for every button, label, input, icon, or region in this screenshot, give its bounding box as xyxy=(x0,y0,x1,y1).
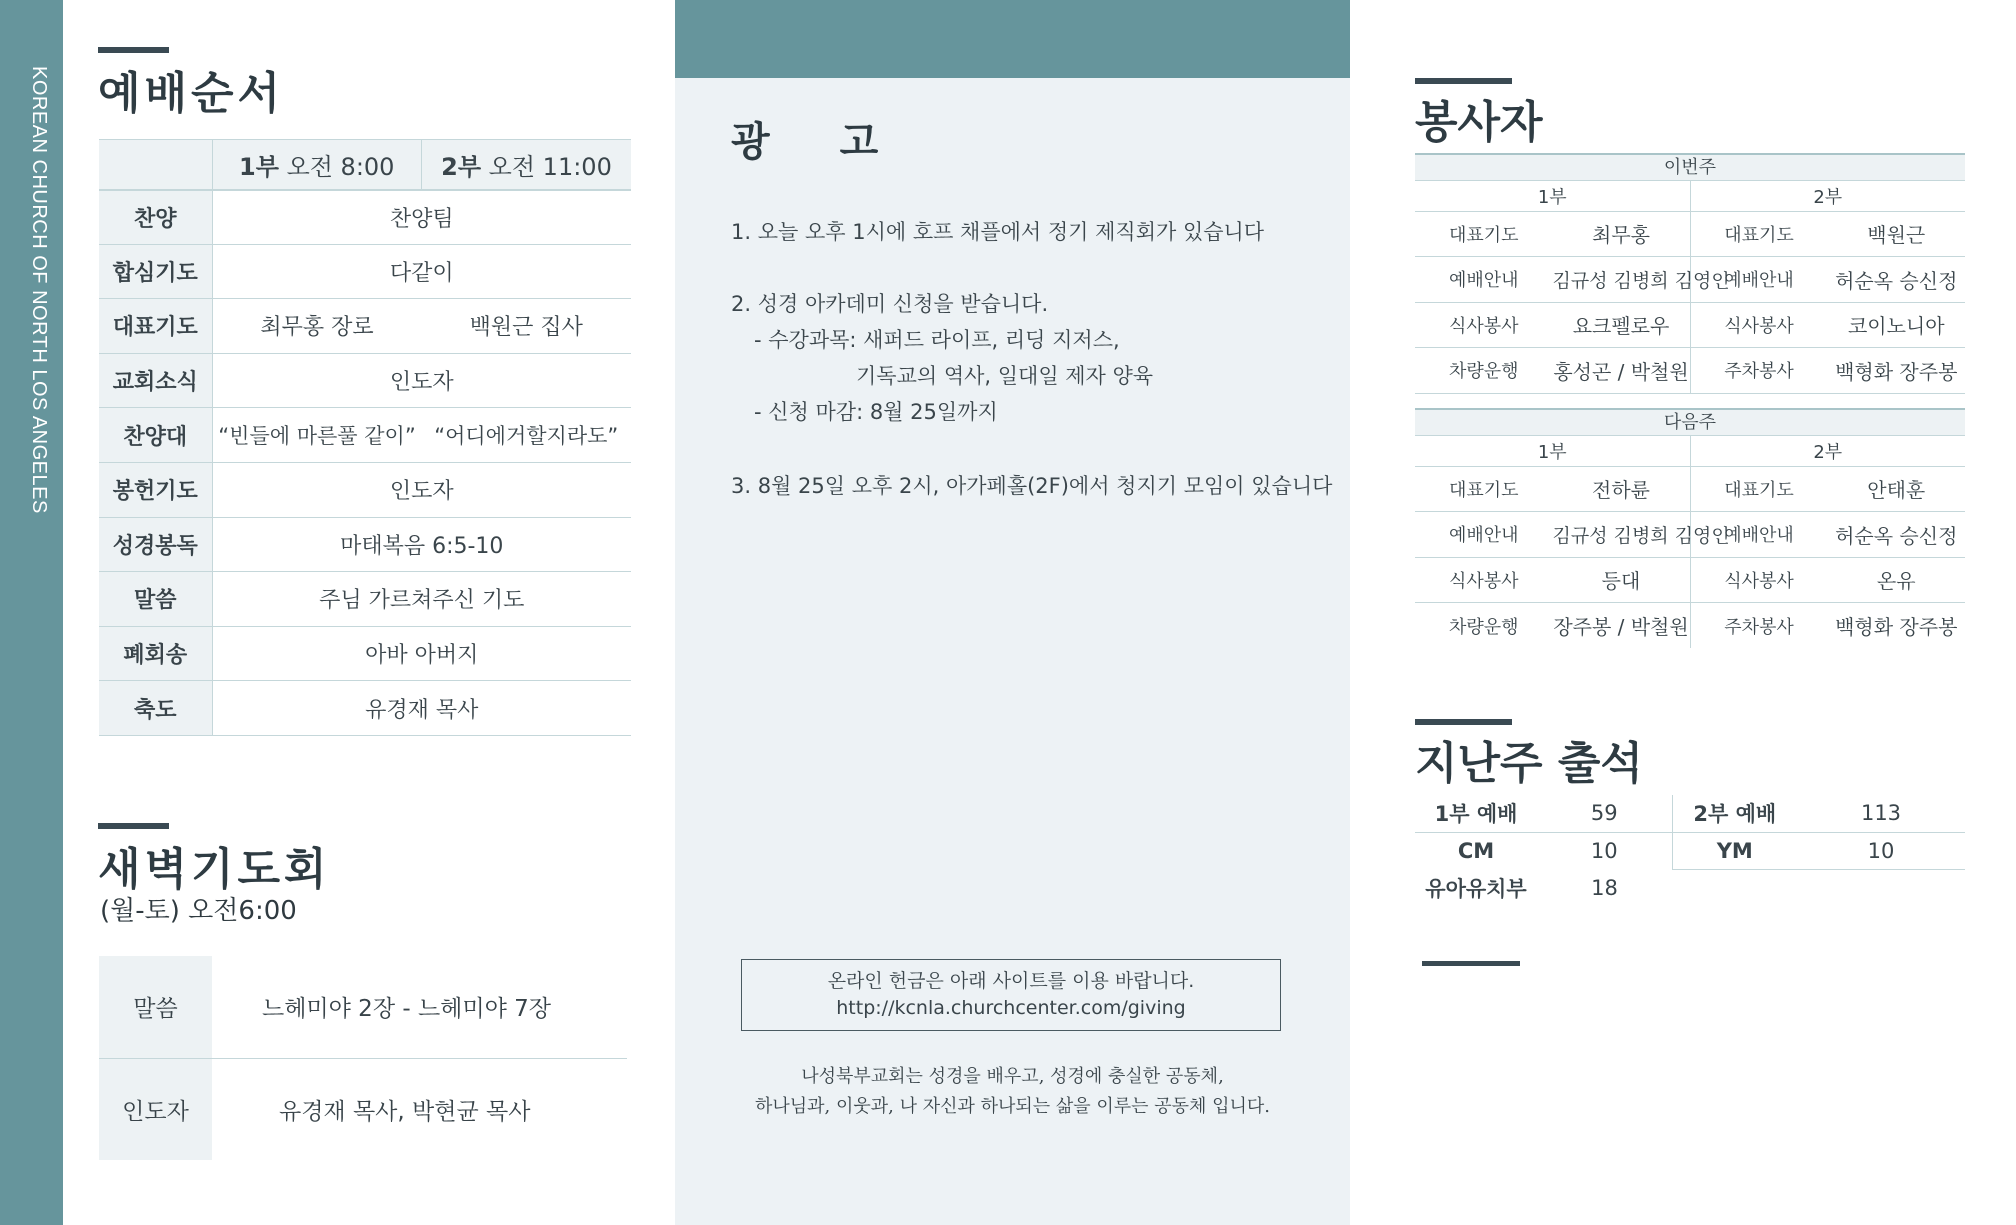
attendance-count: 59 xyxy=(1537,795,1672,832)
role-label: 식사봉사 xyxy=(1415,557,1553,603)
volunteer-name: 홍성곤 / 박철원 xyxy=(1553,348,1691,394)
announcement-line: 3. 8월 25일 오후 2시, 아가페홀(2F)에서 청지기 모임이 있습니다 xyxy=(731,474,1333,498)
role-label: 대표기도 xyxy=(1415,211,1553,257)
table-row xyxy=(1415,603,1965,649)
table-row xyxy=(99,572,631,627)
attendance-heading-bar xyxy=(1415,719,1512,725)
role-label: 대표기도 xyxy=(1415,466,1553,512)
row-label: 찬양 xyxy=(99,190,212,245)
row-value: 유경재 목사, 박현균 목사 xyxy=(279,1098,531,1125)
volunteers-table xyxy=(1415,436,1965,648)
worship-order-table xyxy=(99,139,631,736)
service2-time: 오전 11:00 xyxy=(488,152,612,181)
role-label: 차량운행 xyxy=(1415,348,1553,394)
role-label: 예배안내 xyxy=(1415,512,1553,558)
role-label: 식사봉사 xyxy=(1415,302,1553,348)
dawn-heading-bar xyxy=(98,823,169,829)
dawn-prayer-table xyxy=(99,956,627,1160)
church-name: KOREAN CHURCH OF NORTH LOS ANGELES xyxy=(28,66,50,514)
row-value-service2: “어디에거할지라도” xyxy=(422,408,632,463)
table-row xyxy=(1415,832,1965,869)
table-row xyxy=(99,626,631,681)
volunteers-this-week xyxy=(1415,153,1965,394)
announcement-top-band xyxy=(675,0,1350,78)
volunteer-name: 장주봉 / 박철원 xyxy=(1553,615,1689,639)
role-label: 예배안내 xyxy=(1415,257,1553,303)
service1-label: 1부 xyxy=(239,152,279,181)
service1-time: 오전 8:00 xyxy=(286,152,395,181)
row-value: 유경재 목사 xyxy=(212,681,631,736)
row-label: 축도 xyxy=(99,681,212,736)
row-value-service1: 최무홍 장로 xyxy=(212,299,422,354)
volunteer-name: 허순옥 승신정 xyxy=(1828,512,1966,558)
role-label: 예배안내 xyxy=(1690,257,1828,303)
announcement-line: 2. 성경 아카데미 신청을 받습니다. xyxy=(731,292,1049,316)
part-label: 1부 xyxy=(1415,436,1690,466)
table-row xyxy=(1415,181,1965,211)
attendance-label: CM xyxy=(1457,838,1495,863)
role-label: 식사봉사 xyxy=(1690,557,1828,603)
table-row xyxy=(1415,466,1965,512)
row-label: 합심기도 xyxy=(99,244,212,299)
row-label: 교회소식 xyxy=(99,353,212,408)
attendance-label: YM xyxy=(1672,832,1797,869)
role-label: 대표기도 xyxy=(1690,211,1828,257)
row-label: 말씀 xyxy=(99,572,212,627)
volunteer-name: 안태훈 xyxy=(1828,466,1966,512)
attendance-title: 지난주 출석 xyxy=(1415,738,1643,789)
row-label: 성경봉독 xyxy=(99,517,212,572)
part-label: 2부 xyxy=(1690,436,1965,466)
row-label: 말씀 xyxy=(99,956,212,1058)
row-value: 찬양팀 xyxy=(212,190,631,245)
table-row xyxy=(1415,211,1965,257)
dawn-prayer-schedule: (월-토) 오전6:00 xyxy=(100,896,297,926)
table-row xyxy=(99,408,631,463)
service2-label: 2부 xyxy=(441,152,482,181)
announcement-title: 광 고 xyxy=(731,118,907,165)
attendance-count: 113 xyxy=(1797,795,1965,832)
volunteer-name: 최무홍 xyxy=(1553,211,1691,257)
role-label: 대표기도 xyxy=(1690,466,1828,512)
giving-text: 온라인 헌금은 아래 사이트를 이용 바랍니다. xyxy=(827,970,1195,992)
table-row xyxy=(1415,795,1965,832)
service1-header xyxy=(212,140,422,190)
table-row xyxy=(99,1058,627,1160)
role-label: 주차봉사 xyxy=(1690,603,1828,649)
attendance-count: 10 xyxy=(1590,838,1618,863)
table-row xyxy=(99,462,631,517)
attendance-label: 유아유치부 xyxy=(1425,876,1527,901)
table-row xyxy=(99,956,627,1058)
volunteer-name: 등대 xyxy=(1553,557,1691,603)
volunteer-name: 김규성 김병희 김영인 xyxy=(1553,257,1691,303)
row-value: 아바 아버지 xyxy=(212,626,631,681)
row-label: 인도자 xyxy=(99,1058,212,1160)
volunteer-name: 온유 xyxy=(1828,557,1966,603)
announcement-line: 1. 오늘 오후 1시에 호프 채플에서 정기 제직회가 있습니다 xyxy=(731,220,1265,244)
volunteers-heading-bar xyxy=(1415,78,1512,84)
row-value: 주님 가르쳐주신 기도 xyxy=(212,572,631,627)
table-row xyxy=(99,353,631,408)
volunteer-name: 백형화 장주봉 xyxy=(1828,348,1966,394)
announcement-line: - 수강과목: 새퍼드 라이프, 리딩 지저스, xyxy=(754,328,1120,352)
row-value-service1: “빈들에 마른풀 같이” xyxy=(212,408,422,463)
volunteers-next-week xyxy=(1415,408,1965,648)
row-value: 느헤미야 2장 - 느헤미야 7장 xyxy=(212,956,627,1058)
dawn-prayer-title: 새벽기도회 xyxy=(98,844,331,895)
row-value: 인도자 xyxy=(212,353,631,408)
attendance-label: 2부 예배 xyxy=(1672,795,1797,832)
row-value-service2: 백원근 집사 xyxy=(422,299,632,354)
table-row xyxy=(99,299,631,354)
volunteers-table xyxy=(1415,181,1965,394)
role-label: 차량운행 xyxy=(1448,616,1519,638)
part-label: 1부 xyxy=(1415,181,1690,211)
row-value: 인도자 xyxy=(212,462,631,517)
volunteer-name: 백원근 xyxy=(1828,211,1966,257)
announcement-line: - 신청 마감: 8월 25일까지 xyxy=(754,400,998,424)
row-value: 다같이 xyxy=(212,244,631,299)
table-row xyxy=(1415,348,1965,394)
volunteer-name: 백형화 장주봉 xyxy=(1835,615,1958,639)
closing-bar xyxy=(1422,961,1520,966)
online-giving-box xyxy=(741,959,1281,1031)
table-row xyxy=(99,681,631,736)
attendance-label: 1부 예배 xyxy=(1415,795,1537,832)
attendance-count: 18 xyxy=(1591,875,1618,900)
table-row xyxy=(99,517,631,572)
worship-heading-bar xyxy=(98,47,169,53)
service2-header xyxy=(422,140,632,190)
volunteer-name: 김규성 김병희 김영인 xyxy=(1553,512,1691,558)
role-label: 주차봉사 xyxy=(1690,348,1828,394)
table-row xyxy=(99,244,631,299)
attendance-count: 10 xyxy=(1797,832,1965,869)
worship-order-header xyxy=(99,140,631,190)
role-label: 예배안내 xyxy=(1690,512,1828,558)
attendance-table xyxy=(1415,795,1965,906)
table-row xyxy=(1415,302,1965,348)
table-row xyxy=(1415,869,1965,906)
volunteer-name: 허순옥 승신정 xyxy=(1828,257,1966,303)
table-row xyxy=(1415,257,1965,303)
table-row xyxy=(1415,512,1965,558)
volunteer-name: 요크펠로우 xyxy=(1553,302,1691,348)
week-label: 다음주 xyxy=(1415,408,1965,436)
church-motto-line: 하나님과, 이웃과, 나 자신과 하나되는 삶을 이루는 공동체 입니다. xyxy=(754,1096,1271,1117)
header-blank xyxy=(99,140,212,190)
row-label: 봉헌기도 xyxy=(99,462,212,517)
announcement-line: 기독교의 역사, 일대일 제자 양육 xyxy=(856,364,1154,388)
volunteer-name: 전하륜 xyxy=(1553,466,1691,512)
church-motto-line: 나성북부교회는 성경을 배우고, 성경에 충실한 공동체, xyxy=(801,1066,1224,1087)
table-row xyxy=(99,190,631,245)
giving-link[interactable]: http://kcnla.churchcenter.com/giving xyxy=(836,997,1186,1019)
table-row xyxy=(1415,557,1965,603)
week-label: 이번주 xyxy=(1415,153,1965,181)
role-label: 식사봉사 xyxy=(1690,302,1828,348)
announcement-panel xyxy=(675,0,1350,1225)
worship-order-title: 예배순서 xyxy=(98,68,285,119)
row-value: 마태복음 6:5-10 xyxy=(212,517,631,572)
row-label: 찬양대 xyxy=(99,408,212,463)
volunteer-name: 코이노니아 xyxy=(1828,302,1966,348)
row-label: 대표기도 xyxy=(99,299,212,354)
table-row xyxy=(1415,436,1965,466)
part-label: 2부 xyxy=(1690,181,1965,211)
row-label: 폐회송 xyxy=(99,626,212,681)
volunteers-title: 봉사자 xyxy=(1415,97,1543,148)
